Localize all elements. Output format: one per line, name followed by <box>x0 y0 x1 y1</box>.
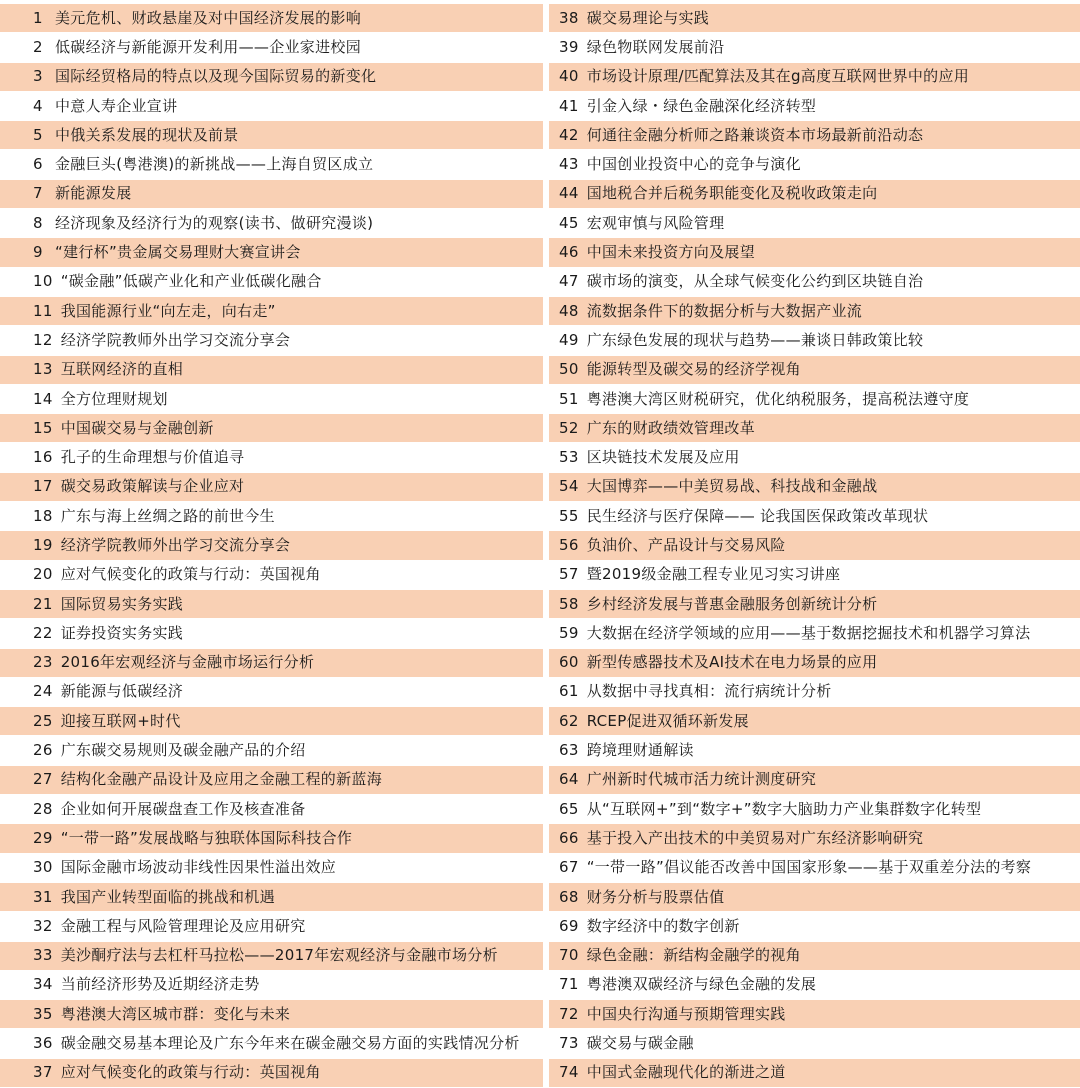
right-cell <box>549 678 1080 706</box>
table-row <box>0 736 1080 765</box>
right-cell <box>549 63 1080 91</box>
right-cell <box>549 795 1080 823</box>
item-number: 66 <box>559 828 579 847</box>
left-cell <box>0 619 543 647</box>
item-number: 6 <box>33 155 43 174</box>
table-row <box>0 561 1080 590</box>
item-number: 47 <box>559 272 579 291</box>
item-title: 应对气候变化的政策与行动：英国视角 <box>60 1063 321 1082</box>
table-row <box>0 238 1080 267</box>
item-title: 数字经济中的数字创新 <box>586 916 740 935</box>
left-cell <box>0 356 543 384</box>
table-row <box>0 502 1080 531</box>
item-title: 全方位理财规划 <box>60 389 168 408</box>
left-cell <box>0 795 543 823</box>
item-title: “建行杯”贵金属交易理财大赛宣讲会 <box>55 243 301 262</box>
item-number: 33 <box>33 946 53 965</box>
item-number: 8 <box>33 213 43 232</box>
left-cell <box>0 63 543 91</box>
table-row <box>0 297 1080 326</box>
left-cell <box>0 33 543 61</box>
left-cell <box>0 883 543 911</box>
table-row <box>0 33 1080 62</box>
item-number: 42 <box>559 125 579 144</box>
item-number: 20 <box>33 565 53 584</box>
item-title: 粤港澳双碳经济与绿色金融的发展 <box>586 975 817 994</box>
table-row <box>0 1059 1080 1088</box>
table-row <box>0 971 1080 1000</box>
item-number: 55 <box>559 506 579 525</box>
item-title: 国际经贸格局的特点以及现今国际贸易的新变化 <box>55 67 377 86</box>
item-title: 民生经济与医疗保障—— 论我国医保政策改革现状 <box>586 506 929 525</box>
left-cell <box>0 766 543 794</box>
left-cell <box>0 854 543 882</box>
item-number: 62 <box>559 711 579 730</box>
left-cell <box>0 209 543 237</box>
left-cell <box>0 92 543 120</box>
table-row <box>0 1029 1080 1058</box>
left-cell <box>0 649 543 677</box>
item-title: 迎接互联网+时代 <box>60 711 181 730</box>
item-number: 72 <box>559 1004 579 1023</box>
item-number: 38 <box>559 8 579 27</box>
item-title: 我国产业转型面临的挑战和机遇 <box>60 887 275 906</box>
right-cell <box>549 912 1080 940</box>
left-cell <box>0 971 543 999</box>
right-cell <box>549 326 1080 354</box>
item-title: 中意人寿企业宣讲 <box>55 96 178 115</box>
item-title: 新型传感器技术及AI技术在电力场景的应用 <box>586 653 878 672</box>
item-title: 乡村经济发展与普惠金融服务创新统计分析 <box>586 594 878 613</box>
table-row <box>0 766 1080 795</box>
item-number: 41 <box>559 96 579 115</box>
right-cell <box>549 883 1080 911</box>
item-title: 何通往金融分析师之路兼谈资本市场最新前沿动态 <box>586 125 924 144</box>
item-title: 中国未来投资方向及展望 <box>586 243 755 262</box>
item-number: 36 <box>33 1034 53 1053</box>
item-number: 45 <box>559 213 579 232</box>
table-row <box>0 531 1080 560</box>
item-title: 低碳经济与新能源开发利用——企业家进校园 <box>55 37 362 56</box>
item-title: 财务分析与股票估值 <box>586 887 725 906</box>
table-row <box>0 1000 1080 1029</box>
item-number: 25 <box>33 711 53 730</box>
right-cell <box>549 4 1080 32</box>
item-number: 59 <box>559 623 579 642</box>
left-cell <box>0 678 543 706</box>
right-cell <box>549 854 1080 882</box>
item-title: 广东绿色发展的现状与趋势——兼谈日韩政策比较 <box>586 330 924 349</box>
item-number: 49 <box>559 330 579 349</box>
table-row <box>0 326 1080 355</box>
item-title: 中国创业投资中心的竞争与演化 <box>586 155 801 174</box>
item-number: 74 <box>559 1063 579 1082</box>
item-number: 68 <box>559 887 579 906</box>
table-row <box>0 4 1080 33</box>
item-title: 粤港澳大湾区财税研究，优化纳税服务，提高税法遵守度 <box>586 389 970 408</box>
left-cell <box>0 707 543 735</box>
item-number: 60 <box>559 653 579 672</box>
item-title: “一带一路”倡议能否改善中国国家形象——基于双重差分法的考察 <box>586 858 1032 877</box>
table-row <box>0 824 1080 853</box>
table-row <box>0 590 1080 619</box>
right-cell <box>549 502 1080 530</box>
item-number: 21 <box>33 594 53 613</box>
item-title: 经济现象及经济行为的观察(读书、做研究漫谈) <box>55 213 374 232</box>
item-number: 46 <box>559 243 579 262</box>
item-title: 流数据条件下的数据分析与大数据产业流 <box>586 301 863 320</box>
item-number: 71 <box>559 975 579 994</box>
item-title: 中国式金融现代化的渐进之道 <box>586 1063 786 1082</box>
right-cell <box>549 971 1080 999</box>
item-number: 51 <box>559 389 579 408</box>
item-title: 从数据中寻找真相：流行病统计分析 <box>586 682 832 701</box>
right-cell <box>549 414 1080 442</box>
table-row <box>0 121 1080 150</box>
right-cell <box>549 942 1080 970</box>
item-title: 大数据在经济学领域的应用——基于数据挖掘技术和机器学习算法 <box>586 623 1031 642</box>
table-row <box>0 268 1080 297</box>
table-row <box>0 92 1080 121</box>
item-title: 大国博弈——中美贸易战、科技战和金融战 <box>586 477 878 496</box>
table-row <box>0 180 1080 209</box>
item-title: 碳交易政策解读与企业应对 <box>60 477 245 496</box>
item-title: 绿色金融：新结构金融学的视角 <box>586 946 801 965</box>
left-cell <box>0 1000 543 1028</box>
item-number: 73 <box>559 1034 579 1053</box>
item-number: 28 <box>33 799 53 818</box>
item-number: 70 <box>559 946 579 965</box>
item-number: 67 <box>559 858 579 877</box>
right-cell <box>549 92 1080 120</box>
right-cell <box>549 619 1080 647</box>
item-number: 19 <box>33 535 53 554</box>
right-cell <box>549 150 1080 178</box>
item-number: 23 <box>33 653 53 672</box>
item-number: 15 <box>33 418 53 437</box>
item-title: 粤港澳大湾区城市群：变化与未来 <box>60 1004 291 1023</box>
item-title: 从“互联网+”到“数字+”数字大脑助力产业集群数字化转型 <box>586 799 982 818</box>
left-cell <box>0 473 543 501</box>
left-cell <box>0 150 543 178</box>
item-title: 广东碳交易规则及碳金融产品的介绍 <box>60 741 306 760</box>
right-cell <box>549 1000 1080 1028</box>
item-number: 27 <box>33 770 53 789</box>
right-cell <box>549 649 1080 677</box>
item-number: 40 <box>559 67 579 86</box>
left-cell <box>0 736 543 764</box>
item-number: 65 <box>559 799 579 818</box>
item-number: 4 <box>33 96 43 115</box>
right-cell <box>549 121 1080 149</box>
table-row <box>0 649 1080 678</box>
item-title: 暨2019级金融工程专业见习实习讲座 <box>586 565 841 584</box>
item-number: 10 <box>33 272 53 291</box>
table-row <box>0 209 1080 238</box>
item-title: 绿色物联网发展前沿 <box>586 37 725 56</box>
left-cell <box>0 824 543 852</box>
table-row <box>0 63 1080 92</box>
item-title: 经济学院教师外出学习交流分享会 <box>60 330 291 349</box>
item-title: “一带一路”发展战略与独联体国际科技合作 <box>60 828 353 847</box>
item-number: 39 <box>559 37 579 56</box>
item-title: 金融工程与风险管理理论及应用研究 <box>60 916 306 935</box>
table-row <box>0 854 1080 883</box>
left-cell <box>0 502 543 530</box>
right-cell <box>549 707 1080 735</box>
item-title: 国地税合并后税务职能变化及税收政策走向 <box>586 184 878 203</box>
table-row <box>0 883 1080 912</box>
item-title: 互联网经济的直相 <box>60 360 184 379</box>
item-title: 企业如何开展碳盘查工作及核查准备 <box>60 799 306 818</box>
item-title: “碳金融”低碳产业化和产业低碳化融合 <box>60 272 322 291</box>
item-title: 碳交易理论与实践 <box>586 8 710 27</box>
item-number: 32 <box>33 916 53 935</box>
item-number: 9 <box>33 243 43 262</box>
left-cell <box>0 180 543 208</box>
table-row <box>0 443 1080 472</box>
item-title: 广东与海上丝绸之路的前世今生 <box>60 506 275 525</box>
table-row <box>0 414 1080 443</box>
table-row <box>0 150 1080 179</box>
item-number: 16 <box>33 448 53 467</box>
item-title: 市场设计原理/匹配算法及其在g高度互联网世界中的应用 <box>586 67 970 86</box>
item-title: 新能源发展 <box>55 184 132 203</box>
item-title: 我国能源行业“向左走，向右走” <box>60 301 276 320</box>
item-title: 负油价、产品设计与交易风险 <box>586 535 786 554</box>
item-title: 应对气候变化的政策与行动：英国视角 <box>60 565 321 584</box>
left-cell <box>0 912 543 940</box>
item-title: 结构化金融产品设计及应用之金融工程的新蓝海 <box>60 770 382 789</box>
item-title: 区块链技术发展及应用 <box>586 448 740 467</box>
right-cell <box>549 473 1080 501</box>
right-cell <box>549 531 1080 559</box>
item-title: 广东的财政绩效管理改革 <box>586 418 755 437</box>
item-number: 13 <box>33 360 53 379</box>
right-cell <box>549 1029 1080 1057</box>
item-number: 54 <box>559 477 579 496</box>
item-number: 34 <box>33 975 53 994</box>
item-title: 能源转型及碳交易的经济学视角 <box>586 360 801 379</box>
item-title: 跨境理财通解读 <box>586 741 694 760</box>
item-title: 新能源与低碳经济 <box>60 682 184 701</box>
item-title: 中俄关系发展的现状及前景 <box>55 125 239 144</box>
item-number: 3 <box>33 67 43 86</box>
item-number: 7 <box>33 184 43 203</box>
item-title: 广州新时代城市活力统计测度研究 <box>586 770 817 789</box>
item-number: 14 <box>33 389 53 408</box>
table-row <box>0 678 1080 707</box>
item-title: 基于投入产出技术的中美贸易对广东经济影响研究 <box>586 828 924 847</box>
item-title: 美沙酮疗法与去杠杆马拉松——2017年宏观经济与金融市场分析 <box>60 946 498 965</box>
item-number: 29 <box>33 828 53 847</box>
table-row <box>0 385 1080 414</box>
left-cell <box>0 297 543 325</box>
item-title: RCEP促进双循环新发展 <box>586 711 749 730</box>
item-title: 经济学院教师外出学习交流分享会 <box>60 535 291 554</box>
right-cell <box>549 443 1080 471</box>
item-title: 碳市场的演变，从全球气候变化公约到区块链自治 <box>586 272 924 291</box>
left-cell <box>0 531 543 559</box>
table-row <box>0 619 1080 648</box>
table-row <box>0 912 1080 941</box>
right-cell <box>549 238 1080 266</box>
left-cell <box>0 1059 543 1087</box>
item-number: 11 <box>33 301 53 320</box>
item-number: 22 <box>33 623 53 642</box>
item-number: 58 <box>559 594 579 613</box>
right-cell <box>549 590 1080 618</box>
right-cell <box>549 824 1080 852</box>
item-number: 35 <box>33 1004 53 1023</box>
item-number: 31 <box>33 887 53 906</box>
left-cell <box>0 238 543 266</box>
item-title: 碳金融交易基本理论及广东今年来在碳金融交易方面的实践情况分析 <box>60 1034 520 1053</box>
item-title: 引金入绿・绿色金融深化经济转型 <box>586 96 817 115</box>
left-cell <box>0 268 543 296</box>
table-row <box>0 356 1080 385</box>
right-cell <box>549 209 1080 237</box>
right-cell <box>549 356 1080 384</box>
item-number: 43 <box>559 155 579 174</box>
right-cell <box>549 561 1080 589</box>
left-cell <box>0 326 543 354</box>
item-number: 50 <box>559 360 579 379</box>
item-title: 孔子的生命理想与价值追寻 <box>60 448 245 467</box>
left-cell <box>0 121 543 149</box>
item-title: 金融巨头(粤港澳)的新挑战——上海自贸区成立 <box>55 155 374 174</box>
item-number: 64 <box>559 770 579 789</box>
left-cell <box>0 385 543 413</box>
left-cell <box>0 414 543 442</box>
item-number: 18 <box>33 506 53 525</box>
item-number: 53 <box>559 448 579 467</box>
item-title: 宏观审慎与风险管理 <box>586 213 725 232</box>
item-title: 证券投资实务实践 <box>60 623 184 642</box>
item-number: 37 <box>33 1063 53 1082</box>
item-number: 26 <box>33 741 53 760</box>
left-cell <box>0 4 543 32</box>
table-row <box>0 473 1080 502</box>
right-cell <box>549 268 1080 296</box>
item-number: 30 <box>33 858 53 877</box>
item-title: 2016年宏观经济与金融市场运行分析 <box>60 653 315 672</box>
item-title: 当前经济形势及近期经济走势 <box>60 975 260 994</box>
item-title: 国际金融市场波动非线性因果性溢出效应 <box>60 858 337 877</box>
item-number: 56 <box>559 535 579 554</box>
item-number: 61 <box>559 682 579 701</box>
right-cell <box>549 766 1080 794</box>
table-row <box>0 707 1080 736</box>
right-cell <box>549 385 1080 413</box>
item-title: 碳交易与碳金融 <box>586 1034 694 1053</box>
item-title: 国际贸易实务实践 <box>60 594 184 613</box>
item-number: 48 <box>559 301 579 320</box>
left-cell <box>0 590 543 618</box>
table-row <box>0 795 1080 824</box>
item-number: 1 <box>33 8 43 27</box>
item-number: 5 <box>33 125 43 144</box>
item-number: 69 <box>559 916 579 935</box>
item-number: 63 <box>559 741 579 760</box>
item-title: 美元危机、财政悬崖及对中国经济发展的影响 <box>55 8 362 27</box>
left-cell <box>0 561 543 589</box>
right-cell <box>549 180 1080 208</box>
item-number: 12 <box>33 330 53 349</box>
left-cell <box>0 443 543 471</box>
left-cell <box>0 1029 543 1057</box>
right-cell <box>549 736 1080 764</box>
item-number: 44 <box>559 184 579 203</box>
item-number: 52 <box>559 418 579 437</box>
left-cell <box>0 942 543 970</box>
right-cell <box>549 1059 1080 1087</box>
table-row <box>0 942 1080 971</box>
right-cell <box>549 33 1080 61</box>
item-number: 2 <box>33 37 43 56</box>
right-cell <box>549 297 1080 325</box>
item-number: 17 <box>33 477 53 496</box>
item-number: 57 <box>559 565 579 584</box>
item-title: 中国央行沟通与预期管理实践 <box>586 1004 786 1023</box>
item-title: 中国碳交易与金融创新 <box>60 418 214 437</box>
item-number: 24 <box>33 682 53 701</box>
